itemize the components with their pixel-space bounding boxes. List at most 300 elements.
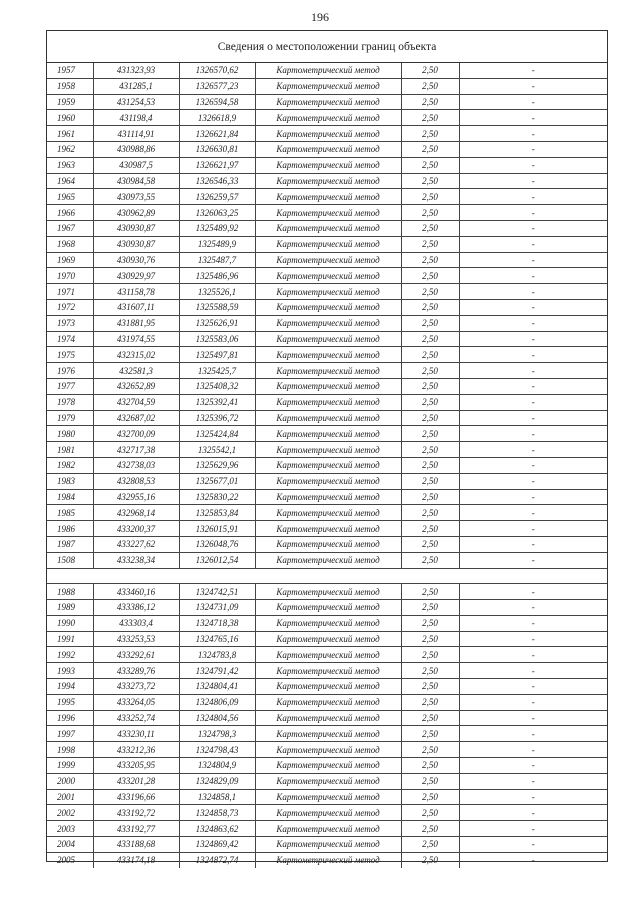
table-row <box>47 331 607 347</box>
table-row <box>47 252 607 268</box>
x-coordinate-cell: 433205,95 <box>93 758 179 774</box>
method-cell: Картометрический метод <box>255 331 401 347</box>
x-coordinate-cell: 433289,76 <box>93 663 179 679</box>
x-coordinate-cell: 432315,02 <box>93 347 179 363</box>
description-cell: - <box>459 410 607 426</box>
x-coordinate-cell: 432717,38 <box>93 442 179 458</box>
x-coordinate-cell: 433292,61 <box>93 647 179 663</box>
description-cell: - <box>459 805 607 821</box>
x-coordinate-cell: 433230,11 <box>93 726 179 742</box>
y-coordinate-cell: 1325626,91 <box>179 315 255 331</box>
point-number-cell: 1992 <box>47 647 93 663</box>
y-coordinate-cell: 1324863,62 <box>179 821 255 837</box>
point-number-cell: 1975 <box>47 347 93 363</box>
table-row <box>47 363 607 379</box>
point-number-cell: 2000 <box>47 773 93 789</box>
table-row <box>47 584 607 600</box>
method-cell: Картометрический метод <box>255 552 401 568</box>
accuracy-cell: 2,50 <box>401 363 459 379</box>
y-coordinate-cell: 1324798,43 <box>179 742 255 758</box>
method-cell: Картометрический метод <box>255 347 401 363</box>
point-number-cell: 1996 <box>47 710 93 726</box>
description-cell: - <box>459 758 607 774</box>
y-coordinate-cell: 1325425,7 <box>179 363 255 379</box>
y-coordinate-cell: 1325489,9 <box>179 236 255 252</box>
point-number-cell: 2001 <box>47 789 93 805</box>
point-number-cell: 1958 <box>47 78 93 94</box>
method-cell: Картометрический метод <box>255 615 401 631</box>
table-row <box>47 315 607 331</box>
accuracy-cell: 2,50 <box>401 110 459 126</box>
y-coordinate-cell: 1326048,76 <box>179 536 255 552</box>
y-coordinate-cell: 1324806,09 <box>179 694 255 710</box>
table-row <box>47 141 607 157</box>
description-cell: - <box>459 347 607 363</box>
point-number-cell: 2004 <box>47 837 93 853</box>
accuracy-cell: 2,50 <box>401 773 459 789</box>
description-cell: - <box>459 63 607 78</box>
method-cell: Картометрический метод <box>255 536 401 552</box>
method-cell: Картометрический метод <box>255 710 401 726</box>
description-cell: - <box>459 442 607 458</box>
point-number-cell: 1986 <box>47 521 93 537</box>
y-coordinate-cell: 1324765,16 <box>179 631 255 647</box>
point-number-cell: 2003 <box>47 821 93 837</box>
description-cell: - <box>459 821 607 837</box>
accuracy-cell: 2,50 <box>401 837 459 853</box>
accuracy-cell: 2,50 <box>401 457 459 473</box>
method-cell: Картометрический метод <box>255 268 401 284</box>
accuracy-cell: 2,50 <box>401 647 459 663</box>
accuracy-cell: 2,50 <box>401 615 459 631</box>
description-cell: - <box>459 126 607 142</box>
table-row <box>47 505 607 521</box>
description-cell: - <box>459 315 607 331</box>
table-row <box>47 284 607 300</box>
method-cell: Картометрический метод <box>255 157 401 173</box>
accuracy-cell: 2,50 <box>401 536 459 552</box>
description-cell: - <box>459 394 607 410</box>
x-coordinate-cell: 431198,4 <box>93 110 179 126</box>
point-number-cell: 1995 <box>47 694 93 710</box>
y-coordinate-cell: 1326577,23 <box>179 78 255 94</box>
method-cell: Картометрический метод <box>255 236 401 252</box>
description-cell: - <box>459 789 607 805</box>
point-number-cell: 1982 <box>47 457 93 473</box>
description-cell: - <box>459 378 607 394</box>
x-coordinate-cell: 432700,09 <box>93 426 179 442</box>
accuracy-cell: 2,50 <box>401 758 459 774</box>
method-cell: Картометрический метод <box>255 94 401 110</box>
accuracy-cell: 2,50 <box>401 189 459 205</box>
method-cell: Картометрический метод <box>255 141 401 157</box>
method-cell: Картометрический метод <box>255 805 401 821</box>
point-number-cell: 1973 <box>47 315 93 331</box>
point-number-cell: 1987 <box>47 536 93 552</box>
table-row <box>47 837 607 853</box>
point-number-cell: 1989 <box>47 600 93 616</box>
description-cell: - <box>459 173 607 189</box>
description-cell: - <box>459 457 607 473</box>
description-cell: - <box>459 631 607 647</box>
point-number-cell: 1985 <box>47 505 93 521</box>
y-coordinate-cell: 1324858,73 <box>179 805 255 821</box>
method-cell: Картометрический метод <box>255 457 401 473</box>
table-row <box>47 205 607 221</box>
point-number-cell: 1993 <box>47 663 93 679</box>
x-coordinate-cell: 431114,91 <box>93 126 179 142</box>
description-cell: - <box>459 157 607 173</box>
y-coordinate-cell: 1325830,22 <box>179 489 255 505</box>
x-coordinate-cell: 430930,87 <box>93 220 179 236</box>
point-number-cell: 1957 <box>47 63 93 78</box>
point-number-cell: 1991 <box>47 631 93 647</box>
x-coordinate-cell: 433252,74 <box>93 710 179 726</box>
x-coordinate-cell: 433303,4 <box>93 615 179 631</box>
method-cell: Картометрический метод <box>255 173 401 189</box>
description-cell: - <box>459 363 607 379</box>
method-cell: Картометрический метод <box>255 758 401 774</box>
page-number: 196 <box>311 10 329 24</box>
method-cell: Картометрический метод <box>255 378 401 394</box>
x-coordinate-cell: 433238,34 <box>93 552 179 568</box>
point-number-cell: 1960 <box>47 110 93 126</box>
description-cell: - <box>459 284 607 300</box>
method-cell: Картометрический метод <box>255 252 401 268</box>
method-cell: Картометрический метод <box>255 631 401 647</box>
table-row <box>47 773 607 789</box>
description-cell: - <box>459 141 607 157</box>
description-cell: - <box>459 189 607 205</box>
method-cell: Картометрический метод <box>255 852 401 867</box>
table-row <box>47 521 607 537</box>
x-coordinate-cell: 432808,53 <box>93 473 179 489</box>
table-row <box>47 679 607 695</box>
table-row <box>47 600 607 616</box>
accuracy-cell: 2,50 <box>401 852 459 867</box>
method-cell: Картометрический метод <box>255 837 401 853</box>
table-row <box>47 220 607 236</box>
table-row <box>47 126 607 142</box>
y-coordinate-cell: 1326012,54 <box>179 552 255 568</box>
x-coordinate-cell: 430930,87 <box>93 236 179 252</box>
point-number-cell: 1983 <box>47 473 93 489</box>
table-row <box>47 173 607 189</box>
accuracy-cell: 2,50 <box>401 631 459 647</box>
boundary-table-frame <box>46 30 608 866</box>
description-cell: - <box>459 773 607 789</box>
accuracy-cell: 2,50 <box>401 78 459 94</box>
method-cell: Картометрический метод <box>255 742 401 758</box>
y-coordinate-cell: 1325408,32 <box>179 378 255 394</box>
table-row <box>47 742 607 758</box>
description-cell: - <box>459 299 607 315</box>
y-coordinate-cell: 1324718,38 <box>179 615 255 631</box>
accuracy-cell: 2,50 <box>401 584 459 600</box>
x-coordinate-cell: 433264,05 <box>93 694 179 710</box>
y-coordinate-cell: 1324798,3 <box>179 726 255 742</box>
accuracy-cell: 2,50 <box>401 710 459 726</box>
description-cell: - <box>459 220 607 236</box>
method-cell: Картометрический метод <box>255 600 401 616</box>
accuracy-cell: 2,50 <box>401 726 459 742</box>
accuracy-cell: 2,50 <box>401 126 459 142</box>
table-row <box>47 726 607 742</box>
x-coordinate-cell: 431881,95 <box>93 315 179 331</box>
description-cell: - <box>459 536 607 552</box>
y-coordinate-cell: 1326621,97 <box>179 157 255 173</box>
y-coordinate-cell: 1325542,1 <box>179 442 255 458</box>
x-coordinate-cell: 432687,02 <box>93 410 179 426</box>
x-coordinate-cell: 431323,93 <box>93 63 179 78</box>
table-row <box>47 347 607 363</box>
point-number-cell: 1997 <box>47 726 93 742</box>
accuracy-cell: 2,50 <box>401 252 459 268</box>
table-row <box>47 536 607 552</box>
accuracy-cell: 2,50 <box>401 205 459 221</box>
y-coordinate-cell: 1324791,42 <box>179 663 255 679</box>
y-coordinate-cell: 1326630,81 <box>179 141 255 157</box>
y-coordinate-cell: 1325588,59 <box>179 299 255 315</box>
point-number-cell: 1967 <box>47 220 93 236</box>
x-coordinate-cell: 430988,86 <box>93 141 179 157</box>
accuracy-cell: 2,50 <box>401 157 459 173</box>
y-coordinate-cell: 1325489,92 <box>179 220 255 236</box>
x-coordinate-cell: 433188,68 <box>93 837 179 853</box>
description-cell: - <box>459 584 607 600</box>
description-cell: - <box>459 94 607 110</box>
description-cell: - <box>459 600 607 616</box>
table-title: Сведения о местоположении границ объекта <box>47 31 607 63</box>
description-cell: - <box>459 852 607 867</box>
method-cell: Картометрический метод <box>255 489 401 505</box>
table-row <box>47 410 607 426</box>
point-number-cell: 1964 <box>47 173 93 189</box>
table-row <box>47 805 607 821</box>
x-coordinate-cell: 430973,55 <box>93 189 179 205</box>
accuracy-cell: 2,50 <box>401 331 459 347</box>
x-coordinate-cell: 433201,28 <box>93 773 179 789</box>
method-cell: Картометрический метод <box>255 442 401 458</box>
table-row <box>47 821 607 837</box>
y-coordinate-cell: 1324858,1 <box>179 789 255 805</box>
accuracy-cell: 2,50 <box>401 394 459 410</box>
y-coordinate-cell: 1325392,41 <box>179 394 255 410</box>
point-number-cell: 1508 <box>47 552 93 568</box>
description-cell: - <box>459 331 607 347</box>
method-cell: Картометрический метод <box>255 63 401 78</box>
accuracy-cell: 2,50 <box>401 663 459 679</box>
y-coordinate-cell: 1325396,72 <box>179 410 255 426</box>
accuracy-cell: 2,50 <box>401 94 459 110</box>
x-coordinate-cell: 433174,18 <box>93 852 179 867</box>
table-row <box>47 110 607 126</box>
table-row <box>47 694 607 710</box>
description-cell: - <box>459 742 607 758</box>
accuracy-cell: 2,50 <box>401 789 459 805</box>
description-cell: - <box>459 268 607 284</box>
coordinates-table-bottom <box>47 583 607 867</box>
table-row <box>47 378 607 394</box>
x-coordinate-cell: 433386,12 <box>93 600 179 616</box>
y-coordinate-cell: 1325526,1 <box>179 284 255 300</box>
y-coordinate-cell: 1326621,84 <box>179 126 255 142</box>
method-cell: Картометрический метод <box>255 773 401 789</box>
x-coordinate-cell: 432704,59 <box>93 394 179 410</box>
x-coordinate-cell: 431974,55 <box>93 331 179 347</box>
point-number-cell: 2005 <box>47 852 93 867</box>
description-cell: - <box>459 205 607 221</box>
x-coordinate-cell: 433253,53 <box>93 631 179 647</box>
point-number-cell: 1962 <box>47 141 93 157</box>
y-coordinate-cell: 1325487,7 <box>179 252 255 268</box>
table-row <box>47 615 607 631</box>
y-coordinate-cell: 1326594,58 <box>179 94 255 110</box>
accuracy-cell: 2,50 <box>401 141 459 157</box>
method-cell: Картометрический метод <box>255 426 401 442</box>
accuracy-cell: 2,50 <box>401 315 459 331</box>
y-coordinate-cell: 1324869,42 <box>179 837 255 853</box>
method-cell: Картометрический метод <box>255 584 401 600</box>
accuracy-cell: 2,50 <box>401 742 459 758</box>
y-coordinate-cell: 1326015,91 <box>179 521 255 537</box>
table-row <box>47 789 607 805</box>
x-coordinate-cell: 432738,03 <box>93 457 179 473</box>
x-coordinate-cell: 433273,72 <box>93 679 179 695</box>
y-coordinate-cell: 1326259,57 <box>179 189 255 205</box>
method-cell: Картометрический метод <box>255 315 401 331</box>
method-cell: Картометрический метод <box>255 394 401 410</box>
method-cell: Картометрический метод <box>255 220 401 236</box>
accuracy-cell: 2,50 <box>401 821 459 837</box>
table-row <box>47 457 607 473</box>
description-cell: - <box>459 78 607 94</box>
table-row <box>47 647 607 663</box>
y-coordinate-cell: 1326063,25 <box>179 205 255 221</box>
description-cell: - <box>459 837 607 853</box>
point-number-cell: 1972 <box>47 299 93 315</box>
method-cell: Картометрический метод <box>255 363 401 379</box>
y-coordinate-cell: 1325677,01 <box>179 473 255 489</box>
point-number-cell: 1961 <box>47 126 93 142</box>
accuracy-cell: 2,50 <box>401 489 459 505</box>
description-cell: - <box>459 521 607 537</box>
accuracy-cell: 2,50 <box>401 552 459 568</box>
x-coordinate-cell: 431254,53 <box>93 94 179 110</box>
point-number-cell: 1976 <box>47 363 93 379</box>
method-cell: Картометрический метод <box>255 189 401 205</box>
y-coordinate-cell: 1324783,8 <box>179 647 255 663</box>
point-number-cell: 1970 <box>47 268 93 284</box>
accuracy-cell: 2,50 <box>401 410 459 426</box>
table-row <box>47 852 607 867</box>
table-row <box>47 631 607 647</box>
y-coordinate-cell: 1325424,84 <box>179 426 255 442</box>
method-cell: Картометрический метод <box>255 521 401 537</box>
accuracy-cell: 2,50 <box>401 442 459 458</box>
x-coordinate-cell: 433192,72 <box>93 805 179 821</box>
accuracy-cell: 2,50 <box>401 805 459 821</box>
method-cell: Картометрический метод <box>255 110 401 126</box>
method-cell: Картометрический метод <box>255 505 401 521</box>
y-coordinate-cell: 1324731,09 <box>179 600 255 616</box>
point-number-cell: 1994 <box>47 679 93 695</box>
y-coordinate-cell: 1326546,33 <box>179 173 255 189</box>
accuracy-cell: 2,50 <box>401 268 459 284</box>
point-number-cell: 1974 <box>47 331 93 347</box>
point-number-cell: 1963 <box>47 157 93 173</box>
table-row <box>47 489 607 505</box>
coordinates-table-top <box>47 63 607 569</box>
method-cell: Картометрический метод <box>255 694 401 710</box>
method-cell: Картометрический метод <box>255 284 401 300</box>
method-cell: Картометрический метод <box>255 679 401 695</box>
table-row <box>47 268 607 284</box>
table-row <box>47 94 607 110</box>
description-cell: - <box>459 679 607 695</box>
point-number-cell: 1968 <box>47 236 93 252</box>
y-coordinate-cell: 1325497,81 <box>179 347 255 363</box>
description-cell: - <box>459 552 607 568</box>
table-row <box>47 78 607 94</box>
point-number-cell: 1984 <box>47 489 93 505</box>
point-number-cell: 1971 <box>47 284 93 300</box>
x-coordinate-cell: 433227,62 <box>93 536 179 552</box>
point-number-cell: 1965 <box>47 189 93 205</box>
accuracy-cell: 2,50 <box>401 473 459 489</box>
table-row <box>47 189 607 205</box>
accuracy-cell: 2,50 <box>401 236 459 252</box>
method-cell: Картометрический метод <box>255 205 401 221</box>
point-number-cell: 1979 <box>47 410 93 426</box>
accuracy-cell: 2,50 <box>401 220 459 236</box>
x-coordinate-cell: 433200,37 <box>93 521 179 537</box>
y-coordinate-cell: 1325583,06 <box>179 331 255 347</box>
table-row <box>47 758 607 774</box>
point-number-cell: 1978 <box>47 394 93 410</box>
description-cell: - <box>459 647 607 663</box>
point-number-cell: 1969 <box>47 252 93 268</box>
table-row <box>47 63 607 78</box>
y-coordinate-cell: 1324872,74 <box>179 852 255 867</box>
description-cell: - <box>459 726 607 742</box>
accuracy-cell: 2,50 <box>401 299 459 315</box>
x-coordinate-cell: 433196,66 <box>93 789 179 805</box>
y-coordinate-cell: 1325629,96 <box>179 457 255 473</box>
method-cell: Картометрический метод <box>255 821 401 837</box>
accuracy-cell: 2,50 <box>401 173 459 189</box>
x-coordinate-cell: 433460,16 <box>93 584 179 600</box>
description-cell: - <box>459 694 607 710</box>
method-cell: Картометрический метод <box>255 78 401 94</box>
table-row <box>47 394 607 410</box>
table-row <box>47 442 607 458</box>
accuracy-cell: 2,50 <box>401 521 459 537</box>
accuracy-cell: 2,50 <box>401 505 459 521</box>
description-cell: - <box>459 252 607 268</box>
x-coordinate-cell: 430930,76 <box>93 252 179 268</box>
accuracy-cell: 2,50 <box>401 600 459 616</box>
accuracy-cell: 2,50 <box>401 378 459 394</box>
y-coordinate-cell: 1326618,9 <box>179 110 255 126</box>
table-row <box>47 473 607 489</box>
point-number-cell: 1959 <box>47 94 93 110</box>
x-coordinate-cell: 430987,5 <box>93 157 179 173</box>
accuracy-cell: 2,50 <box>401 694 459 710</box>
method-cell: Картометрический метод <box>255 647 401 663</box>
x-coordinate-cell: 433212,36 <box>93 742 179 758</box>
method-cell: Картометрический метод <box>255 126 401 142</box>
